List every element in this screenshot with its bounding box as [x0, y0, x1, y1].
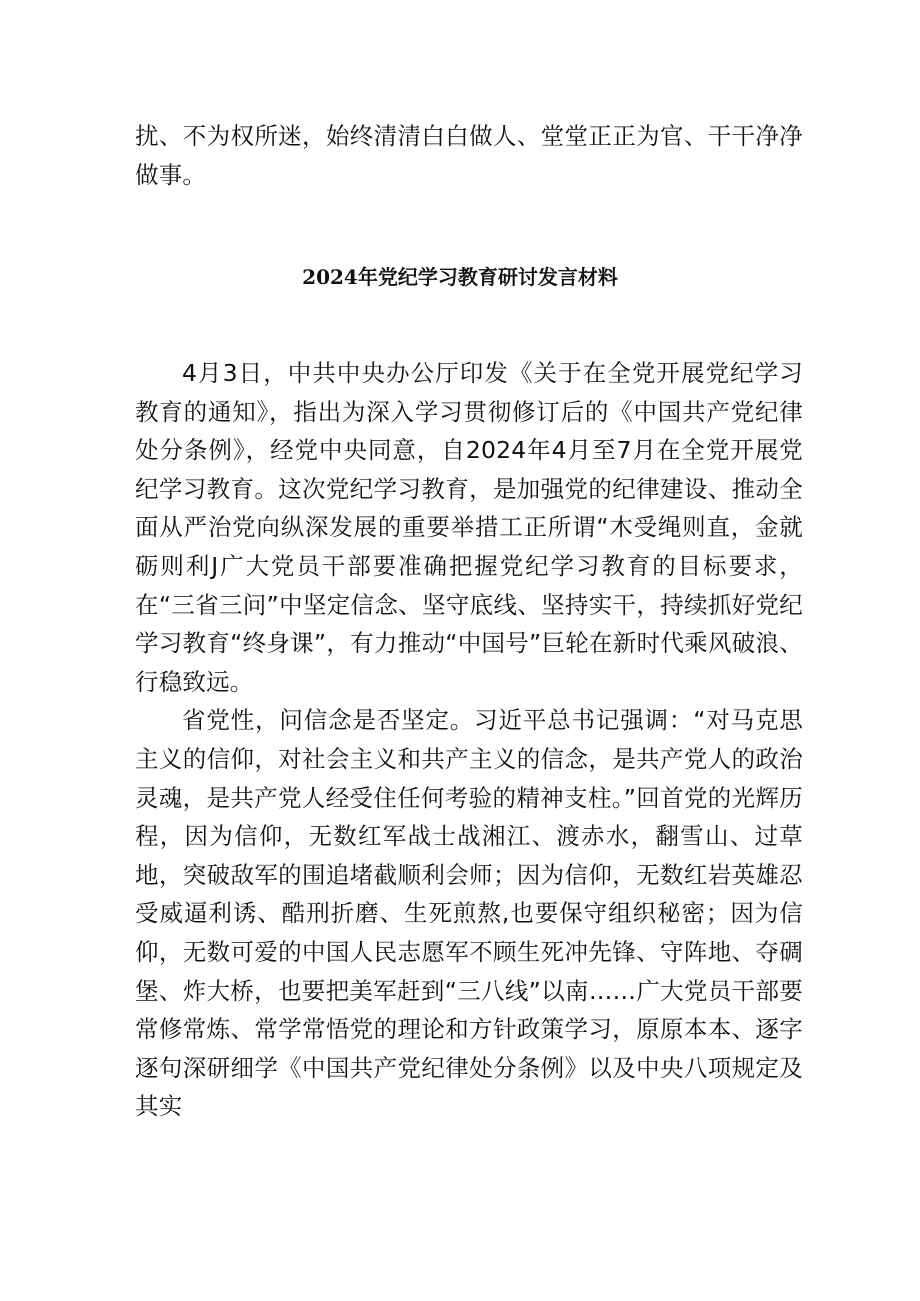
document-title: 2024年党纪学习教育研讨发言材料 [302, 265, 618, 289]
document-body [135, 354, 803, 1126]
body-paragraph-2: 省党性，问信念是否坚定。习近平总书记强调：“对马克思主义的信仰，对社会主义和共产主义的信念，是共产党人的政治灵魂，是共产党人经受住任何考验的精神支柱。”回首党的光辉历程，因为信仰，无数红军战士战湘江、渡赤水，翻雪山、过草地，突破敌军的围追堵截顺利会师；因为信仰，无数红岩英雄忍受威逼利诱、酷刑折磨、生死煎熬,也要保守组织秘密；因为信仰，无数可爱的中国人民志愿军不顾生死冲先锋、守阵地、夺碉堡、炸大桥，也要把美军赶到“三八线”以南……广大党员干部要常修常炼、常学常悟党的理论和方针政策学习，原原本本、逐字逐句深研细学《中国共产党纪律处分条例》以及中央八项规定及其实 [135, 706, 803, 1121]
lead-paragraph: 扰、不为权所迷，始终清清白白做人、堂堂正正为官、干干净净做事。 [135, 122, 803, 189]
body-paragraph-1: 4月3日，中共中央办公厅印发《关于在全党开展党纪学习教育的通知》，指出为深入学习贯彻修订后的《中国共产党纪律处分条例》，经党中央同意，自2024年4月至7月在全党开展党纪学习教育。这次党纪学习教育，是加强党的纪律建设、推动全面从严治党向纵深发展的重要举措工正所谓“木受绳则直，金就砺则利J广大党员干部要准确把握党纪学习教育的目标要求，在“三省三问”中坚定信念、坚守底线、坚持实干，持续抓好党纪学习教育“终身课”，有力推动“中国号”巨轮在新时代乘风破浪、行稳致远。 [135, 359, 803, 696]
